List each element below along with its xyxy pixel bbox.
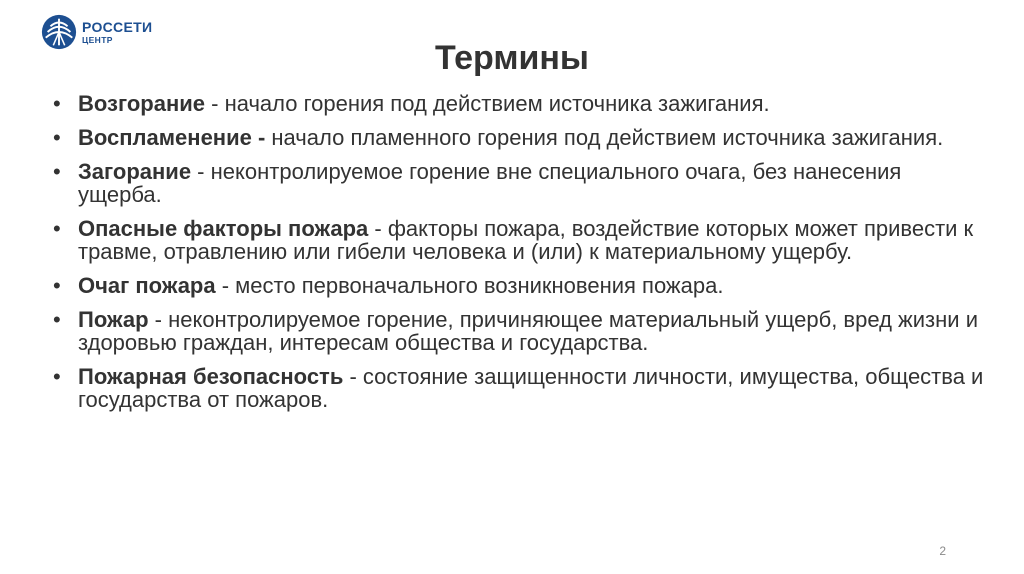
term-name: Воспламенение -	[78, 125, 266, 150]
term-item	[50, 126, 990, 149]
term-name: Очаг пожара	[78, 273, 216, 298]
term-item	[50, 365, 990, 411]
term-definition: начало пламенного горения под действием источника зажигания.	[265, 125, 944, 150]
term-item	[50, 160, 990, 206]
term-definition: - неконтролируемое горение, причиняющее материальный ущерб, вред жизни и здоровью граждан, интересам общества и государства.	[78, 307, 978, 355]
bullet-icon: •	[53, 125, 61, 150]
term-item	[50, 92, 990, 115]
term-item	[50, 217, 990, 263]
term-item	[50, 308, 990, 354]
logo-brand: РОССЕТИ	[82, 18, 153, 35]
bullet-icon: •	[53, 159, 61, 184]
term-name: Возгорание	[78, 91, 206, 116]
page-number: 2	[939, 544, 946, 558]
term-name: Пожар	[78, 307, 149, 332]
term-definition: - начало горения под действием источника зажигания.	[205, 91, 770, 116]
term-name: Пожарная безопасность	[78, 364, 344, 389]
logo-subtitle: ЦЕНТР	[82, 34, 113, 45]
bullet-icon: •	[53, 216, 61, 241]
term-definition: - место первоначального возникновения пожара.	[215, 273, 724, 298]
term-definition: - факторы пожара, воздействие которых может привести к травме, отравлению или гибели человека и (или) к материальному ущербу.	[78, 216, 974, 264]
bullet-icon: •	[53, 307, 61, 332]
term-name: Загорание	[78, 159, 192, 184]
bullet-icon: •	[53, 91, 61, 116]
term-definition: - состояние защищенности личности, имущества, общества и государства от пожаров.	[78, 364, 984, 412]
term-item	[50, 274, 990, 297]
slide-title: Термины	[435, 39, 589, 77]
bullet-icon: •	[53, 364, 61, 389]
term-name: Опасные факторы пожара	[78, 216, 369, 241]
bullet-icon: •	[53, 273, 61, 298]
term-definition: - неконтролируемое горение вне специального очага, без нанесения ущерба.	[78, 159, 902, 207]
terms-list	[50, 92, 990, 422]
